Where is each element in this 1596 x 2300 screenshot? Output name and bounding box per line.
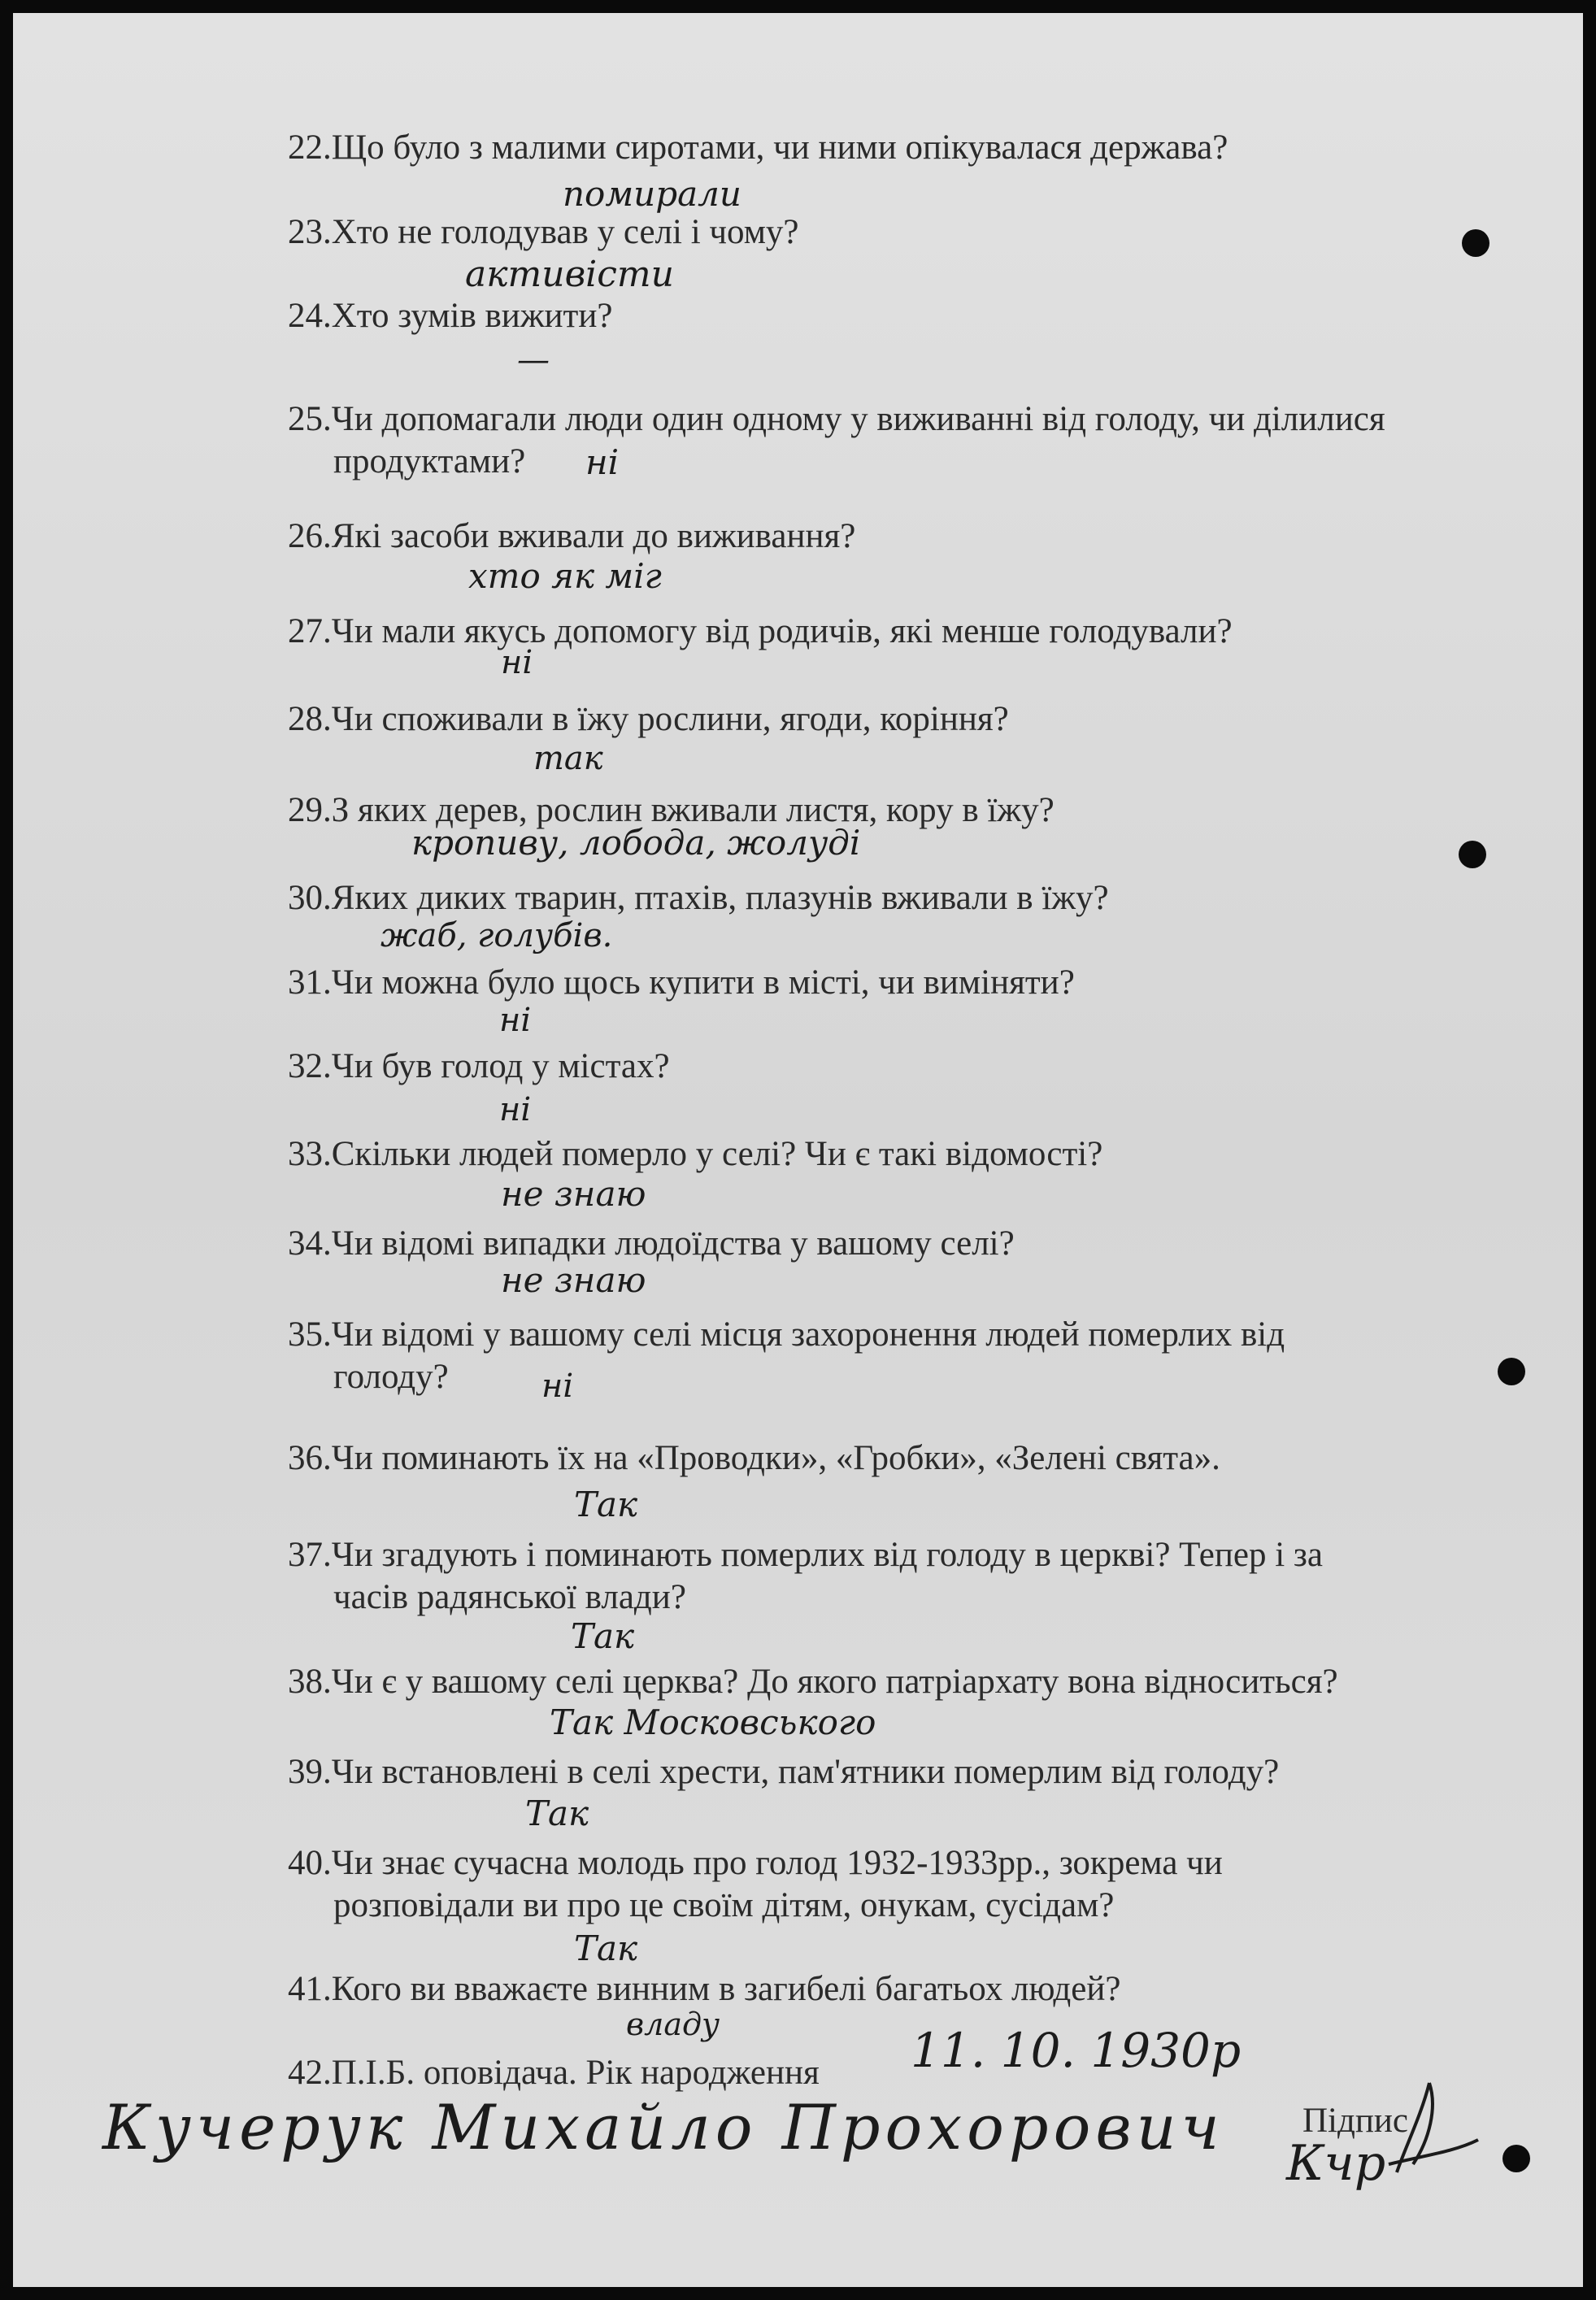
answer-30: жаб, голубів.: [381, 917, 613, 954]
signature-label: Підпис: [1302, 2102, 1408, 2140]
answer-23: помирали: [563, 174, 741, 214]
question-41: [288, 1968, 1120, 2011]
question-text: Хто зумів вижити?: [331, 297, 613, 335]
signature-mark: Кчр: [1286, 2135, 1386, 2192]
answer-36: Так: [574, 1485, 638, 1524]
question-number: 29.: [288, 791, 332, 829]
question-text-continuation: голоду?: [333, 1358, 449, 1396]
question-number: 23.: [288, 213, 332, 251]
question-number: 32.: [288, 1047, 332, 1085]
question-text: Чи згадують і поминають померлих від голоду в церкві? Тепер і за: [331, 1536, 1323, 1574]
answer-35: ні: [541, 1367, 574, 1405]
question-26: [288, 515, 855, 558]
question-text: З яких дерев, рослин вживали листя, кору в їжу?: [331, 791, 1055, 829]
answer-33: не знаю: [501, 1174, 646, 1214]
question-text: Хто не голодував у селі і чому?: [331, 213, 799, 251]
question-number: 42.: [288, 2054, 332, 2092]
question-number: 35.: [288, 1315, 332, 1354]
question-number: 40.: [288, 1844, 332, 1882]
answer-26: хто як міг: [468, 556, 662, 596]
question-number: 38.: [288, 1663, 332, 1701]
question-38: [288, 1661, 1338, 1703]
question-24: [288, 295, 612, 337]
question-number: 37.: [288, 1536, 332, 1574]
answer-27: ні: [501, 644, 533, 681]
question-text: Чи знає сучасна молодь про голод 1932-1933рр., зокрема чи: [331, 1844, 1223, 1882]
question-40: [288, 1842, 1223, 1927]
question-number: 26.: [288, 517, 332, 555]
question-33: [288, 1133, 1102, 1176]
question-text: Чи відомі випадки людоїдства у вашому селі?: [331, 1224, 1015, 1263]
question-text: Чи поминають їх на «Проводки», «Гробки», «Зелені свята».: [331, 1439, 1220, 1477]
question-39: [288, 1751, 1279, 1793]
question-text: Чи допомагали люди один одному у виживанні від голоду, чи ділилися: [331, 400, 1385, 438]
question-28: [288, 698, 1009, 741]
question-35: [288, 1314, 1285, 1398]
question-number: 27.: [288, 612, 332, 650]
question-text: Кого ви вважаєте винним в загибелі багатьох людей?: [331, 1970, 1121, 2008]
question-23: [288, 211, 799, 254]
question-text: Які засоби вживали до виживання?: [331, 517, 856, 555]
question-text: Чи можна було щось купити в місті, чи виміняти?: [331, 963, 1075, 1002]
answer-22: —: [517, 341, 550, 379]
question-31: [288, 962, 1075, 1004]
answer-34: не знаю: [501, 1260, 646, 1300]
punch-hole: [1503, 2145, 1530, 2172]
question-text-continuation: часів радянської влади?: [333, 1578, 686, 1616]
answer-31: ні: [499, 1002, 532, 1039]
question-25: [288, 398, 1385, 483]
question-text: Чи споживали в їжу рослини, ягоди, коріння?: [331, 700, 1009, 738]
questionnaire-page: [13, 13, 1583, 2287]
question-text-continuation: продуктами?: [333, 442, 526, 480]
question-34: [288, 1223, 1015, 1265]
question-number: 30.: [288, 879, 332, 917]
question-number: 36.: [288, 1439, 332, 1477]
answer-39: Так: [525, 1793, 589, 1833]
narrator-full-name: Кучерук Михайло Прохорович: [102, 2091, 1224, 2163]
question-text-continuation: розповідали ви про це своїм дітям, онукам, сусідам?: [333, 1886, 1115, 1924]
question-text: Чи мали якусь допомогу від родичів, які менше голодували?: [331, 612, 1233, 650]
answer-28: так: [533, 740, 603, 777]
question-number: 34.: [288, 1224, 332, 1263]
question-22: [288, 127, 1228, 169]
question-27: [288, 611, 1233, 653]
answer-41: владу: [626, 2007, 720, 2042]
birth-date: 11. 10. 1930р: [911, 2023, 1242, 2078]
punch-hole: [1462, 229, 1489, 257]
question-number: 25.: [288, 400, 332, 438]
answer-32: ні: [499, 1091, 532, 1128]
question-text: Чи є у вашому селі церква? До якого патріархату вона відноситься?: [331, 1663, 1338, 1701]
question-number: 39.: [288, 1753, 332, 1791]
question-30: [288, 877, 1109, 920]
question-37: [288, 1534, 1323, 1619]
punch-hole: [1459, 841, 1486, 868]
question-text: Чи відомі у вашому селі місця захоронення людей померлих від: [331, 1315, 1285, 1354]
answer-25: ні: [585, 442, 620, 482]
question-text: Що було з малими сиротами, чи ними опікувалася держава?: [331, 128, 1229, 167]
question-text: Скільки людей померло у селі? Чи є такі відомості?: [331, 1135, 1103, 1173]
question-number: 28.: [288, 700, 332, 738]
answer-29: кропиву, лобода, жолуді: [411, 823, 861, 863]
answer-40: Так: [574, 1928, 638, 1968]
answer-38: Так Московського: [550, 1702, 876, 1742]
question-text: Яких диких тварин, птахів, плазунів вживали в їжу?: [331, 879, 1109, 917]
question-32: [288, 1046, 670, 1088]
question-36: [288, 1437, 1220, 1480]
question-text: П.І.Б. оповідача. Рік народження: [331, 2054, 820, 2092]
punch-hole: [1498, 1358, 1525, 1385]
answer-24: активісти: [465, 254, 674, 295]
question-number: 33.: [288, 1135, 332, 1173]
question-number: 41.: [288, 1970, 332, 2008]
answer-37: Так: [571, 1616, 635, 1656]
question-number: 31.: [288, 963, 332, 1002]
question-number: 22.: [288, 128, 332, 167]
question-text: Чи був голод у містах?: [331, 1047, 670, 1085]
question-number: 24.: [288, 297, 332, 335]
question-42: [288, 2052, 820, 2094]
question-text: Чи встановлені в селі хрести, пам'ятники померлим від голоду?: [331, 1753, 1280, 1791]
signature-stroke: [1372, 2075, 1486, 2180]
